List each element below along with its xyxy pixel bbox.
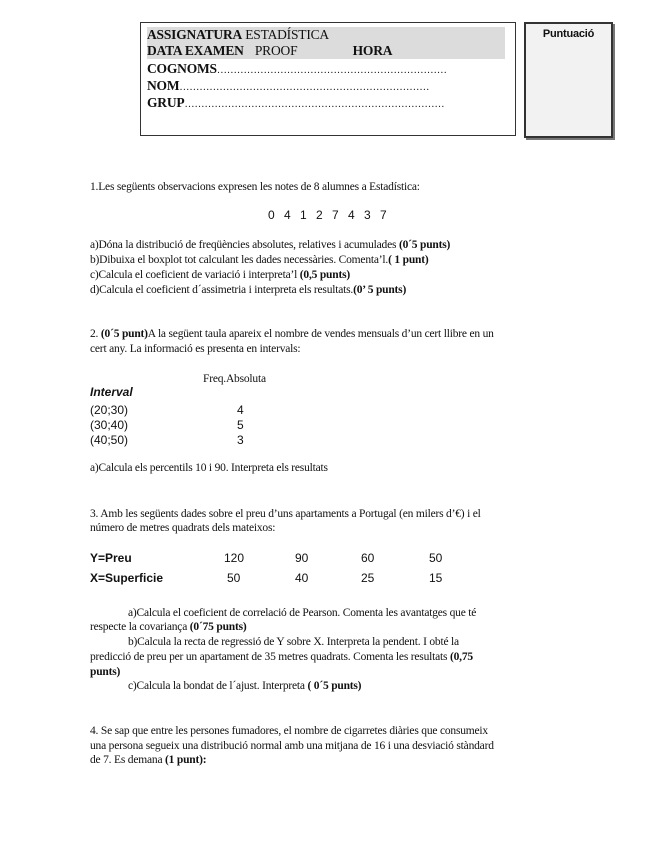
q2-row-freq: 5 — [237, 418, 244, 432]
assignatura-label: ASSIGNATURA — [147, 27, 243, 42]
q4-text: de 7. Es demana — [90, 754, 166, 766]
exam-header-box — [140, 22, 516, 136]
score-label: Puntuació — [542, 28, 595, 40]
q4-line2: una persona segueix una distribució normal amb una mitjana de 16 i una desviació stàndard — [90, 740, 494, 752]
q4-points: (1 punt): — [165, 754, 207, 766]
q2-col-freq: Freq.Absoluta — [203, 373, 266, 385]
q2-points: (0´5 punt) — [100, 328, 148, 340]
q3-b-points: (0,75 — [449, 651, 473, 663]
q1-intro: 1.Les següents observacions expresen les notes de 8 alumnes a Estadística: — [90, 181, 420, 193]
q2-num: 2. — [90, 328, 101, 340]
q3-x-value: 40 — [295, 571, 309, 585]
hora-label: HORA — [352, 43, 393, 58]
q3-a-line2 — [90, 620, 247, 634]
q3-x-value: 50 — [227, 571, 241, 585]
data-examen-label: DATA EXAMEN — [147, 43, 244, 58]
q3-b-line2 — [90, 650, 473, 664]
grup-label: GRUP — [147, 95, 185, 110]
q2-row-freq: 3 — [237, 433, 244, 447]
cognoms-label: COGNOMS — [147, 61, 217, 76]
assignatura-value: ESTADÍSTICA — [245, 27, 329, 42]
nom-row — [147, 78, 429, 96]
q3-c-text: c)Calcula la bondat de l´ajust. Interpreta — [128, 680, 308, 692]
q1-data: 0 4 1 2 7 4 3 7 — [268, 208, 387, 222]
q1-a — [90, 238, 450, 252]
q3-x-value: 25 — [361, 571, 375, 585]
q3-line1: 3. Amb les següents dades sobre el preu d’uns apartaments a Portugal (en milers d’€) i el — [90, 508, 481, 520]
q1-d-text: d)Calcula el coeficient d´assimetria i interpreta els resultats. — [90, 284, 354, 296]
q3-a-text: respecte la covariança — [90, 621, 190, 633]
q2-row-freq: 4 — [237, 403, 244, 417]
data-examen-value: PROOF — [254, 43, 298, 58]
q1-d-points: (0’ 5 punts) — [353, 284, 407, 296]
q2-row-interval: (30;40) — [90, 418, 129, 432]
q1-a-text: a)Dóna la distribució de freqüències absolutes, relatives i acumulades — [90, 239, 399, 251]
q3-line2: número de metres quadrats dels mateixos: — [90, 522, 276, 534]
q1-c-text: c)Calcula el coeficient de variació i interpreta’l — [90, 269, 300, 281]
q3-y-value: 60 — [361, 551, 375, 565]
q4-line3 — [90, 753, 206, 767]
q1-b-text: b)Dibuixa el boxplot tot calculant les dades necessàries. Comenta’l. — [90, 254, 389, 266]
q1-a-points: (0´5 punts) — [398, 239, 451, 251]
q2-text-line1: A la següent taula apareix el nombre de vendes mensuals d’un cert llibre en un — [147, 328, 494, 340]
cognoms-row — [147, 61, 447, 79]
grup-dots: …………………………………………………………………… — [184, 99, 445, 110]
q3-x-label: X=Superficie — [90, 571, 164, 585]
q1-c — [90, 268, 350, 282]
assignatura-row — [147, 27, 505, 43]
cognoms-dots: …………………………………………………………… — [216, 65, 447, 76]
q3-y-value: 90 — [295, 551, 309, 565]
score-box — [524, 22, 613, 138]
q1-b-points: ( 1 punt) — [388, 254, 429, 266]
nom-label: NOM — [147, 78, 180, 93]
data-examen-row — [147, 43, 505, 59]
q2-a: a)Calcula els percentils 10 i 90. Interpreta els resultats — [90, 462, 328, 474]
q2-text-line2: cert any. La informació es presenta en intervals: — [90, 343, 301, 355]
q2-col-interval: Interval — [90, 385, 133, 399]
q2-row-interval: (20;30) — [90, 403, 129, 417]
q3-b-line1: b)Calcula la recta de regressió de Y sobre X. Interpreta la pendent. I obté la — [128, 636, 459, 648]
q3-y-value: 50 — [429, 551, 443, 565]
q1-d — [90, 283, 406, 297]
nom-dots: ………………………………………………………………… — [179, 82, 430, 93]
q3-c — [128, 679, 361, 693]
q2-row-interval: (40;50) — [90, 433, 129, 447]
q3-y-value: 120 — [224, 551, 245, 565]
q3-b-points-cont: punts) — [90, 666, 121, 678]
q4-line1: 4. Se sap que entre les persones fumadores, el nombre de cigarretes diàries que consumeix — [90, 725, 488, 737]
q3-a-points: (0´75 punts) — [189, 621, 247, 633]
q1-c-points: (0,5 punts) — [299, 269, 350, 281]
q3-b-text: predicció de preu per un apartament de 35 metres quadrats. Comenta les resultats — [90, 651, 450, 663]
q3-a-line1: a)Calcula el coeficient de correlació de Pearson. Comenta les avantatges que té — [128, 607, 477, 619]
q3-y-label: Y=Preu — [90, 551, 132, 565]
q1-b — [90, 253, 428, 267]
q3-c-points: ( 0´5 punts) — [307, 680, 362, 692]
q3-x-value: 15 — [429, 571, 443, 585]
q2-line1 — [90, 327, 494, 341]
grup-row — [147, 95, 444, 113]
